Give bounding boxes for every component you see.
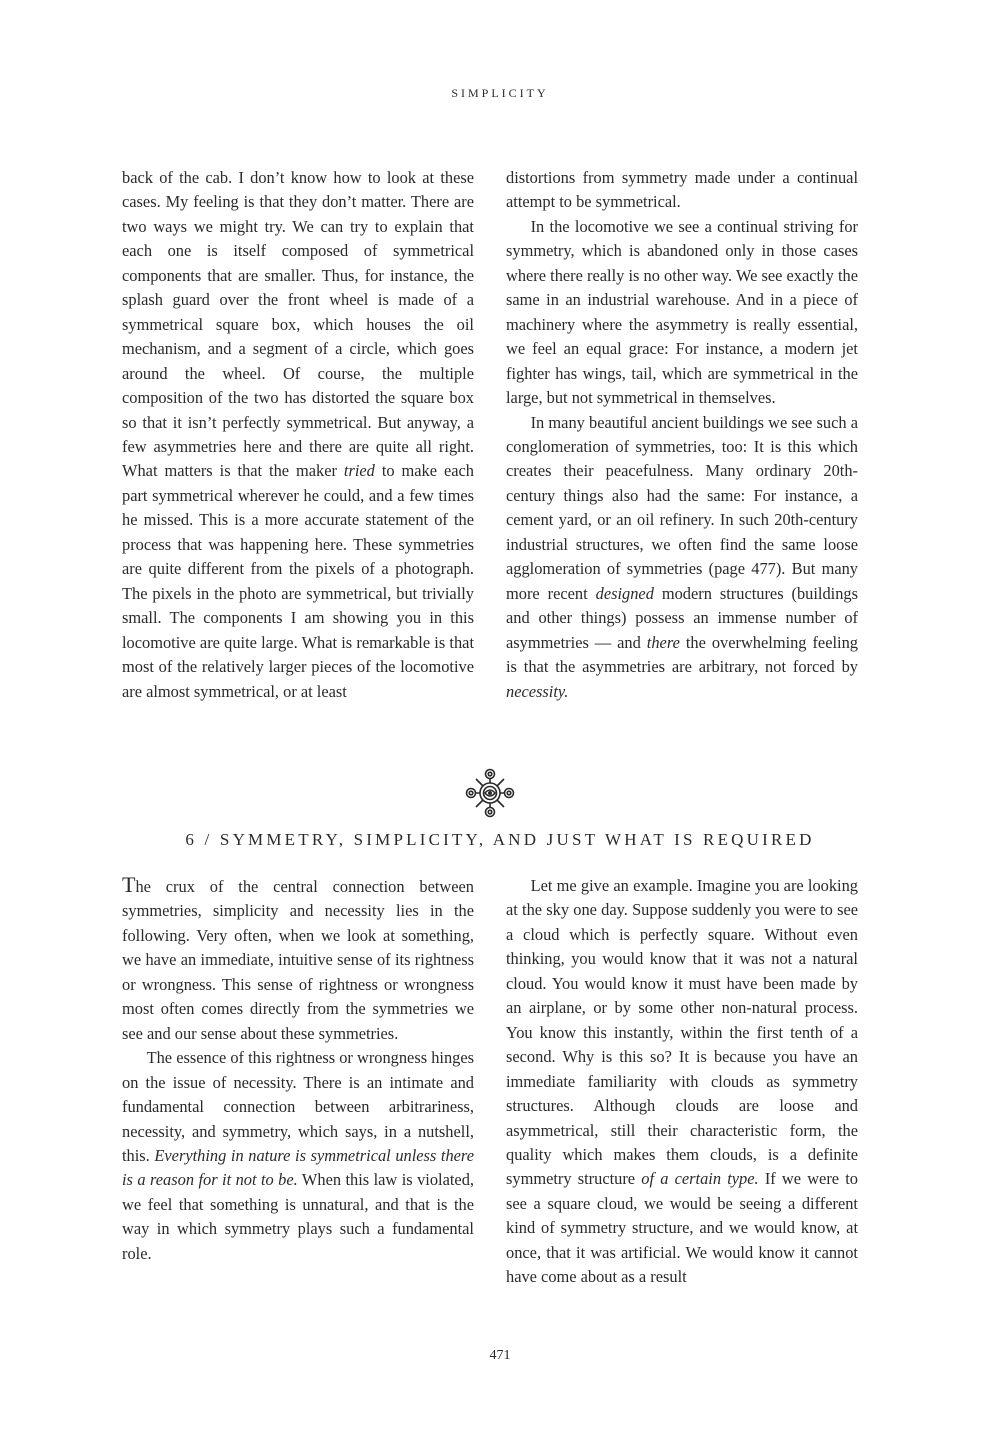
- paragraph-text: back of the cab. I don’t know how to look at these cases. My feeling is that they don’t matter. There are two ways we might try. We can try to explain that each one is itself composed of symmetrical components that are smaller. Thus, for instance, the splash guard over the front wheel is made of a symmetrical square box, which houses the oil mechanism, and a segment of a circle, which goes around the wheel. Of course, the multiple composition of the two has distorted the square box so that it isn’t perfectly symmetrical. But anyway, a few asymmetries here and there are quite all right. What matters is that the maker: [122, 168, 474, 481]
- top-right-column: [506, 166, 858, 704]
- paragraph: In the locomotive we see a continual striving for symmetry, which is abandoned only in those cases where there really is no other way. We see exactly the same in an industrial warehouse. And in a piece of machinery where the asymmetry is really essential, we feel an equal grace: For instance, a modern jet fighter has wings, tail, which are symmetrical in the large, but not symmetrical in themselves.: [506, 216, 858, 408]
- section-heading: 6 / SYMMETRY, SIMPLICITY, AND JUST WHAT IS REQUIRED: [185, 830, 815, 849]
- paragraph: [122, 1046, 474, 1266]
- emphasis: designed: [595, 583, 654, 603]
- paragraph: [506, 411, 858, 704]
- paragraph-text: to make each part symmetrical wherever he could, and a few times he missed. This is a more accurate statement of the process that was happening here. These symmetries are quite different from the pixels of a photograph. The pixels in the photo are symmetrical, but trivially small. The components I am showing you in this locomotive are quite large. What is remarkable is that most of the relatively larger pieces of the locomotive are almost symmetrical, or at least: [122, 461, 474, 701]
- knot-ornament-icon: [464, 767, 516, 819]
- emphasis: of a certain type.: [641, 1169, 759, 1189]
- paragraph-text: Let me give an example. Imagine you are looking at the sky one day. Suppose suddenly you were to see a cloud which is perfectly square. Without even thinking, you would know that it was not a natural cloud. You would know it must have been made by an airplane, or by some other non-natural process. You know this instantly, within the first tenth of a second. Why is this so? It is because you have an immediate familiarity with clouds as symmetry structures. Although clouds are loose and asymmetrical, still their characteristic form, the quality which makes them clouds, is a definite symmetry structure: [506, 876, 858, 1189]
- emphasis: necessity.: [506, 681, 569, 701]
- paragraph-text: modern structures (buildings and other things) possess an immense number of asymmetries — and: [506, 583, 859, 652]
- top-left-column: [122, 166, 474, 704]
- paragraph: [122, 166, 474, 704]
- emphasis: tried: [343, 461, 375, 481]
- paragraph-text: he crux of the central connection between symmetries, simplicity and necessity lies in the following. Very often, when we look at something, we have an immediate, intuitive sense of its rightness or wrongness. This sense of rightness or wrongness most often comes directly from the symmetries we see and our sense about these symmetries.: [122, 877, 474, 1043]
- paragraph-text: When this law is violated, we feel that something is unnatural, and that is the way in which symmetry plays such a fundamental role.: [122, 1170, 474, 1263]
- running-head: SIMPLICITY: [451, 86, 549, 100]
- paragraph-text: The essence of this rightness or wrongness hinges on the issue of necessity. There is an intimate and fundamental connection between arbitrariness, necessity, and symmetry, which says, in a nutshell, this.: [122, 1048, 474, 1165]
- page-number: 471: [489, 1348, 511, 1363]
- paragraph-text: If we were to see a square cloud, we would be seeing a different kind of symmetry structure, and we would know, at once, that it was artificial. We would know it cannot have come about as a result: [506, 1169, 859, 1287]
- paragraph: [506, 874, 858, 1290]
- emphasis: there: [646, 632, 680, 652]
- paragraph-text: the overwhelming feeling is that the asymmetries are arbitrary, not forced by: [506, 632, 858, 677]
- paragraph: [122, 874, 474, 1046]
- paragraph: distortions from symmetry made under a continual attempt to be symmetrical.: [506, 168, 858, 212]
- emphasis: Everything in nature is symmetrical unless there is a reason for it not to be.: [122, 1145, 474, 1190]
- paragraph-text: In many beautiful ancient buildings we see such a conglomeration of symmetries, too: It is this which creates their peacefulness. Many ordinary 20th-century things also had the same: For instance, a cement yard, or an oil refinery. In such 20th-century industrial structures, we often find the same loose agglomeration of symmetries (page 477). But many more recent: [506, 412, 858, 603]
- bottom-left-column: [122, 874, 474, 1266]
- bottom-right-column: [506, 874, 858, 1290]
- drop-cap: T: [122, 872, 136, 897]
